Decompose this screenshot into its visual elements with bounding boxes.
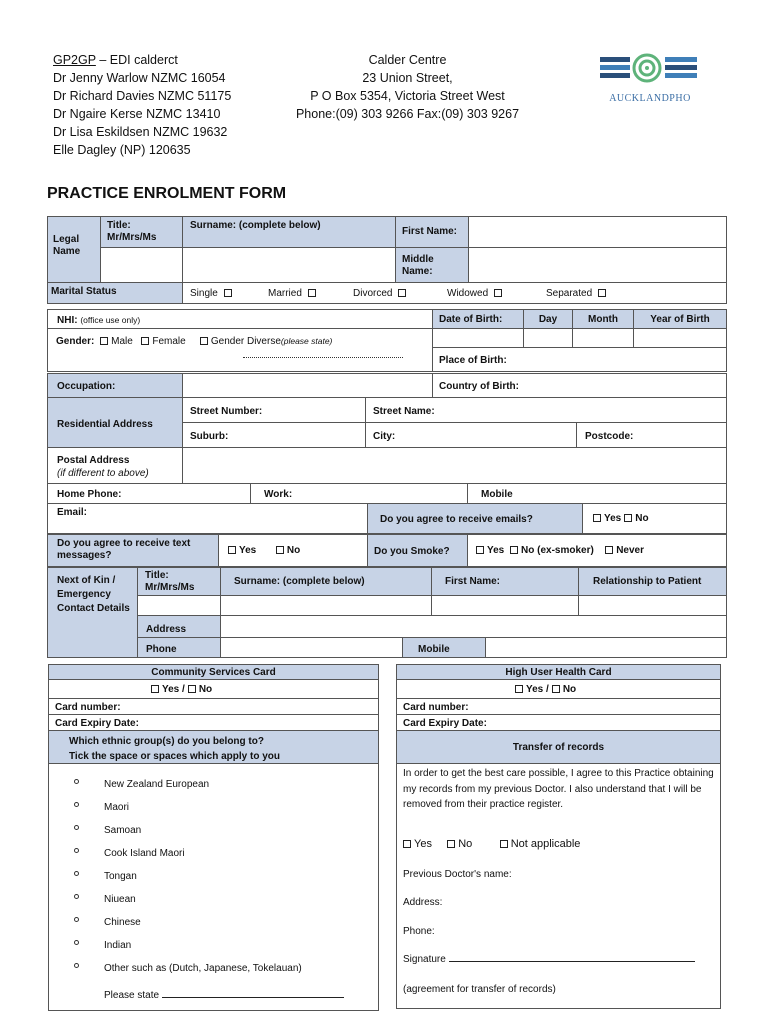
street-number-label: Street Number: xyxy=(190,406,263,417)
middle-name-cell xyxy=(395,247,469,283)
gender-label: Gender: xyxy=(56,336,95,347)
nok-relationship-input[interactable] xyxy=(578,595,727,616)
middle-name-input[interactable] xyxy=(468,247,727,283)
month-cell xyxy=(572,309,634,329)
home-phone-cell[interactable] xyxy=(47,483,251,504)
place-of-birth-label: Place of Birth: xyxy=(439,355,507,366)
ex-smoker-label: No (ex-smoker) xyxy=(521,545,594,556)
radio-icon[interactable] xyxy=(74,825,79,830)
emails-question-cell xyxy=(367,503,583,534)
text-question-cell xyxy=(47,534,219,567)
checkbox-icon[interactable] xyxy=(598,289,606,297)
header-line: Calder Centre xyxy=(368,53,447,67)
page-title: PRACTICE ENROLMENT FORM xyxy=(47,185,287,202)
postal-address-input[interactable] xyxy=(182,447,727,484)
huhc-expiry-cell[interactable] xyxy=(396,714,721,731)
huhc-title-cell xyxy=(396,664,721,680)
dob-day-input[interactable] xyxy=(523,328,573,348)
ethnic-question: Which ethnic group(s) do you belong to? xyxy=(69,736,264,747)
signature-label: Signature xyxy=(403,954,446,965)
option-label: Single xyxy=(190,288,218,299)
header-center xyxy=(270,51,545,123)
ethnic-item-label: Indian xyxy=(104,940,132,951)
csc-title: Community Services Card xyxy=(151,667,276,678)
nok-phone-cell xyxy=(137,637,221,658)
smoke-question: Do you Smoke? xyxy=(374,546,450,557)
header-line: Phone:(09) 303 9266 Fax:(09) 303 9267 xyxy=(295,107,520,121)
radio-icon[interactable] xyxy=(74,848,79,853)
radio-icon[interactable] xyxy=(74,963,79,968)
first-name-label: First Name: xyxy=(402,226,458,237)
no-label: No xyxy=(635,513,649,524)
nok-phone-label: Phone xyxy=(146,644,177,655)
radio-icon[interactable] xyxy=(74,940,79,945)
ethnic-item-label: Samoan xyxy=(104,825,142,836)
surname-input[interactable] xyxy=(182,247,396,283)
nok-title-label: Title: Mr/Mrs/Ms xyxy=(145,570,195,593)
yes-label: Yes xyxy=(604,513,622,524)
radio-icon[interactable] xyxy=(74,802,79,807)
email-cell[interactable] xyxy=(47,503,368,534)
checkbox-smoke-never[interactable] xyxy=(605,546,613,554)
huhc-card-number-label: Card number: xyxy=(403,702,469,713)
checkbox-transfer-na[interactable] xyxy=(500,840,508,848)
year-cell xyxy=(633,309,727,329)
checkbox-smoke-yes[interactable] xyxy=(476,546,484,554)
ethnic-item[interactable] xyxy=(74,963,302,986)
ethnic-item[interactable] xyxy=(74,825,302,848)
surname-cell xyxy=(182,216,396,248)
country-of-birth-cell[interactable] xyxy=(432,373,727,398)
logo-text: AUCKLANDPHO xyxy=(609,93,691,104)
dob-year-input[interactable] xyxy=(633,328,727,348)
ethnic-instruction: Tick the space or spaces which apply to you xyxy=(69,751,280,762)
yes-label: Yes / xyxy=(162,684,185,695)
option-label: Widowed xyxy=(447,288,489,299)
year-label: Year of Birth xyxy=(650,314,710,325)
radio-icon[interactable] xyxy=(74,871,79,876)
transfer-header xyxy=(396,730,721,764)
legal-name-label-cell xyxy=(47,216,101,283)
ethnic-item-label: Other such as (Dutch, Japanese, Tokelauan) xyxy=(104,963,302,974)
text-options xyxy=(225,545,300,557)
nok-first-name-input[interactable] xyxy=(431,595,579,616)
header-line: Dr Ngaire Kerse NZMC 13410 xyxy=(53,107,221,121)
gender-diverse-note: (please state) xyxy=(280,336,333,346)
ethnic-item-label: Maori xyxy=(104,802,130,813)
checkbox-emails-no[interactable] xyxy=(624,514,632,522)
huhc-title: High User Health Card xyxy=(505,667,612,678)
checkbox-icon[interactable] xyxy=(224,289,232,297)
occupation-label: Occupation: xyxy=(57,381,116,392)
mobile-label: Mobile xyxy=(481,489,513,500)
title-cell xyxy=(100,216,183,248)
country-of-birth-label: Country of Birth: xyxy=(439,381,519,392)
nok-mobile-label: Mobile xyxy=(418,644,450,655)
dob-label: Date of Birth: xyxy=(439,314,503,325)
checkbox-huhc-yes[interactable] xyxy=(515,685,523,693)
previous-doctor-label: Previous Doctor's name: xyxy=(403,869,512,880)
please-state-line[interactable] xyxy=(162,997,344,998)
csc-yes-no-cell xyxy=(48,679,379,699)
postcode-label: Postcode: xyxy=(585,431,634,442)
csc-expiry-label: Card Expiry Date: xyxy=(55,718,139,729)
marital-status-label: Marital Status xyxy=(51,286,117,297)
checkbox-huhc-no[interactable] xyxy=(552,685,560,693)
yes-label: Yes / xyxy=(526,684,549,695)
nok-surname-input[interactable] xyxy=(220,595,432,616)
street-number-cell[interactable] xyxy=(182,397,366,423)
csc-expiry-cell[interactable] xyxy=(48,714,379,731)
postal-address-cell xyxy=(47,447,183,484)
agreement-note: (agreement for transfer of records) xyxy=(403,984,556,995)
nok-first-name-cell xyxy=(431,567,579,596)
header-line: P O Box 5354, Victoria Street West xyxy=(310,89,505,103)
transfer-title: Transfer of records xyxy=(512,742,605,753)
marital-widowed[interactable] xyxy=(447,288,505,300)
nok-label: Next of Kin / Emergency Contact Details xyxy=(57,575,130,614)
checkbox-female[interactable] xyxy=(141,337,149,345)
auckland-pho-logo xyxy=(595,52,705,102)
ethnic-item[interactable] xyxy=(74,917,302,940)
suburb-cell[interactable] xyxy=(182,422,366,448)
relationship-cell xyxy=(578,567,727,596)
csc-title-cell xyxy=(48,664,379,680)
checkbox-emails-yes[interactable] xyxy=(593,514,601,522)
nok-surname-label: Surname: (complete below) xyxy=(234,576,365,587)
residential-address-cell xyxy=(47,397,183,448)
surname-label: Surname: (complete below) xyxy=(190,220,321,231)
middle-name-label: Middle Name: xyxy=(402,254,434,277)
header-line: Elle Dagley (NP) 120635 xyxy=(53,143,191,157)
work-phone-cell[interactable] xyxy=(250,483,468,504)
no-label: No xyxy=(198,684,213,695)
radio-icon[interactable] xyxy=(74,917,79,922)
gender-diverse-label: Gender Diverse xyxy=(210,336,281,347)
nok-mobile-input[interactable] xyxy=(485,637,727,658)
legal-name-label: Legal Name xyxy=(53,234,81,257)
gender-row xyxy=(56,335,332,348)
nok-address-input[interactable] xyxy=(220,615,727,638)
first-name-input[interactable] xyxy=(468,216,727,248)
ethnic-item[interactable] xyxy=(74,940,302,963)
nok-mobile-cell xyxy=(402,637,486,658)
nok-title-cell xyxy=(137,567,221,596)
mobile-cell[interactable] xyxy=(467,483,727,504)
please-state-row xyxy=(104,990,344,1002)
checkbox-gender-diverse[interactable] xyxy=(200,337,208,345)
checkbox-icon[interactable] xyxy=(494,289,502,297)
header-line: 23 Union Street, xyxy=(362,71,453,85)
huhc-yes-no xyxy=(512,684,576,696)
logo-icon xyxy=(595,52,705,90)
smoke-options xyxy=(473,545,644,557)
marital-status-cell xyxy=(47,282,183,304)
transfer-address-label: Address: xyxy=(403,897,443,908)
checkbox-text-yes[interactable] xyxy=(228,546,236,554)
yes-label: Yes xyxy=(487,545,505,556)
nok-surname-cell xyxy=(220,567,432,596)
nok-title-input[interactable] xyxy=(137,595,221,616)
header-line: – EDI calderct xyxy=(95,53,178,67)
dob-month-input[interactable] xyxy=(572,328,634,348)
huhc-expiry-label: Card Expiry Date: xyxy=(403,718,487,729)
option-label: Separated xyxy=(546,288,593,299)
never-label: Never xyxy=(616,545,644,556)
place-of-birth-cell[interactable] xyxy=(432,347,727,372)
marital-married[interactable] xyxy=(268,288,319,300)
smoke-question-cell xyxy=(367,534,468,567)
please-state-label: Please state xyxy=(104,990,160,1001)
postcode-cell[interactable] xyxy=(576,422,727,448)
ethnic-item[interactable] xyxy=(74,894,302,917)
occupation-cell xyxy=(47,373,183,398)
csc-yes-no xyxy=(148,684,212,696)
nok-address-cell xyxy=(137,615,221,638)
ethnic-item-label: Niuean xyxy=(104,894,136,905)
suburb-label: Suburb: xyxy=(190,431,229,442)
huhc-card-number-cell[interactable] xyxy=(396,698,721,715)
postal-note: (if different to above) xyxy=(57,468,149,479)
postal-address-label: Postal Address xyxy=(57,455,130,466)
day-label: Day xyxy=(538,314,558,325)
gender-state-line[interactable] xyxy=(243,357,403,358)
checkbox-csc-yes[interactable] xyxy=(151,685,159,693)
nok-phone-input[interactable] xyxy=(220,637,403,658)
street-name-label: Street Name: xyxy=(373,406,435,417)
gp2gp-link[interactable]: GP2GP xyxy=(53,53,96,67)
yes-label: Yes xyxy=(414,838,432,850)
header-line: Dr Lisa Eskildsen NZMC 19632 xyxy=(53,125,228,139)
nhi-label: NHI: xyxy=(57,315,78,326)
checkbox-icon[interactable] xyxy=(398,289,406,297)
work-label: Work: xyxy=(264,489,293,500)
text-question: Do you agree to receive text messages? xyxy=(57,538,191,561)
month-label: Month xyxy=(588,314,618,325)
nok-label-cell xyxy=(47,567,138,658)
day-cell xyxy=(523,309,573,329)
option-label: Divorced xyxy=(353,288,393,299)
transfer-text: In order to get the best care possible, I agree to this Practice obtaining my records from my previous Doctor. I also understand that I will be removed from their practice register. xyxy=(403,768,714,810)
yes-label: Yes xyxy=(239,545,257,556)
relationship-label: Relationship to Patient xyxy=(593,576,702,587)
nhi-note: (office use only) xyxy=(80,315,141,325)
home-phone-label: Home Phone: xyxy=(57,489,122,500)
no-label: No xyxy=(458,838,473,850)
checkbox-transfer-no[interactable] xyxy=(447,840,455,848)
title-input[interactable] xyxy=(100,247,183,283)
checkbox-smoke-ex[interactable] xyxy=(510,546,518,554)
ethnic-item-label: Tongan xyxy=(104,871,137,882)
ethnic-item[interactable] xyxy=(74,802,302,825)
ethnic-item-label: Cook Island Maori xyxy=(104,848,185,859)
radio-icon[interactable] xyxy=(74,894,79,899)
no-label: No xyxy=(562,684,577,695)
female-label: Female xyxy=(152,336,186,347)
signature-row xyxy=(403,954,695,966)
marital-separated[interactable] xyxy=(546,288,609,300)
occupation-input[interactable] xyxy=(182,373,433,398)
header-line: Dr Richard Davies NZMC 51175 xyxy=(53,89,232,103)
not-applicable-label: Not applicable xyxy=(510,838,581,850)
male-label: Male xyxy=(111,336,133,347)
checkbox-male[interactable] xyxy=(100,337,108,345)
header-left xyxy=(53,51,283,159)
signature-line[interactable] xyxy=(449,961,695,962)
nok-address-label: Address xyxy=(146,624,187,635)
residential-address-label: Residential Address xyxy=(57,419,153,430)
checkbox-csc-no[interactable] xyxy=(188,685,196,693)
ethnic-item-label: Chinese xyxy=(104,917,141,928)
city-cell[interactable] xyxy=(365,422,577,448)
transfer-options xyxy=(400,838,580,850)
no-label: No xyxy=(286,545,301,556)
csc-card-number-label: Card number: xyxy=(55,702,121,713)
ethnic-item-label: New Zealand European xyxy=(104,779,210,790)
email-label: Email: xyxy=(57,507,88,518)
street-name-cell[interactable] xyxy=(365,397,727,423)
dob-cell xyxy=(432,309,524,329)
checkbox-text-no[interactable] xyxy=(276,546,284,554)
nok-first-name-label: First Name: xyxy=(445,576,501,587)
csc-card-number-cell[interactable] xyxy=(48,698,379,715)
marital-single[interactable] xyxy=(190,288,235,300)
city-label: City: xyxy=(373,431,396,442)
emails-question: Do you agree to receive emails? xyxy=(380,514,533,525)
title-label: Title: Mr/Mrs/Ms xyxy=(107,220,157,243)
header-line: Dr Jenny Warlow NZMC 16054 xyxy=(53,71,226,85)
marital-divorced[interactable] xyxy=(353,288,409,300)
checkbox-icon[interactable] xyxy=(308,289,316,297)
radio-icon[interactable] xyxy=(74,779,79,784)
ethnic-list xyxy=(74,779,302,986)
checkbox-transfer-yes[interactable] xyxy=(403,840,411,848)
first-name-cell xyxy=(395,216,469,248)
emails-options xyxy=(590,513,649,525)
ethnic-item[interactable] xyxy=(74,871,302,894)
ethnic-header xyxy=(48,730,379,764)
option-label: Married xyxy=(268,288,302,299)
nhi-cell[interactable] xyxy=(47,309,433,329)
transfer-phone-label: Phone: xyxy=(403,926,435,937)
ethnic-item[interactable] xyxy=(74,779,302,802)
ethnic-item[interactable] xyxy=(74,848,302,871)
